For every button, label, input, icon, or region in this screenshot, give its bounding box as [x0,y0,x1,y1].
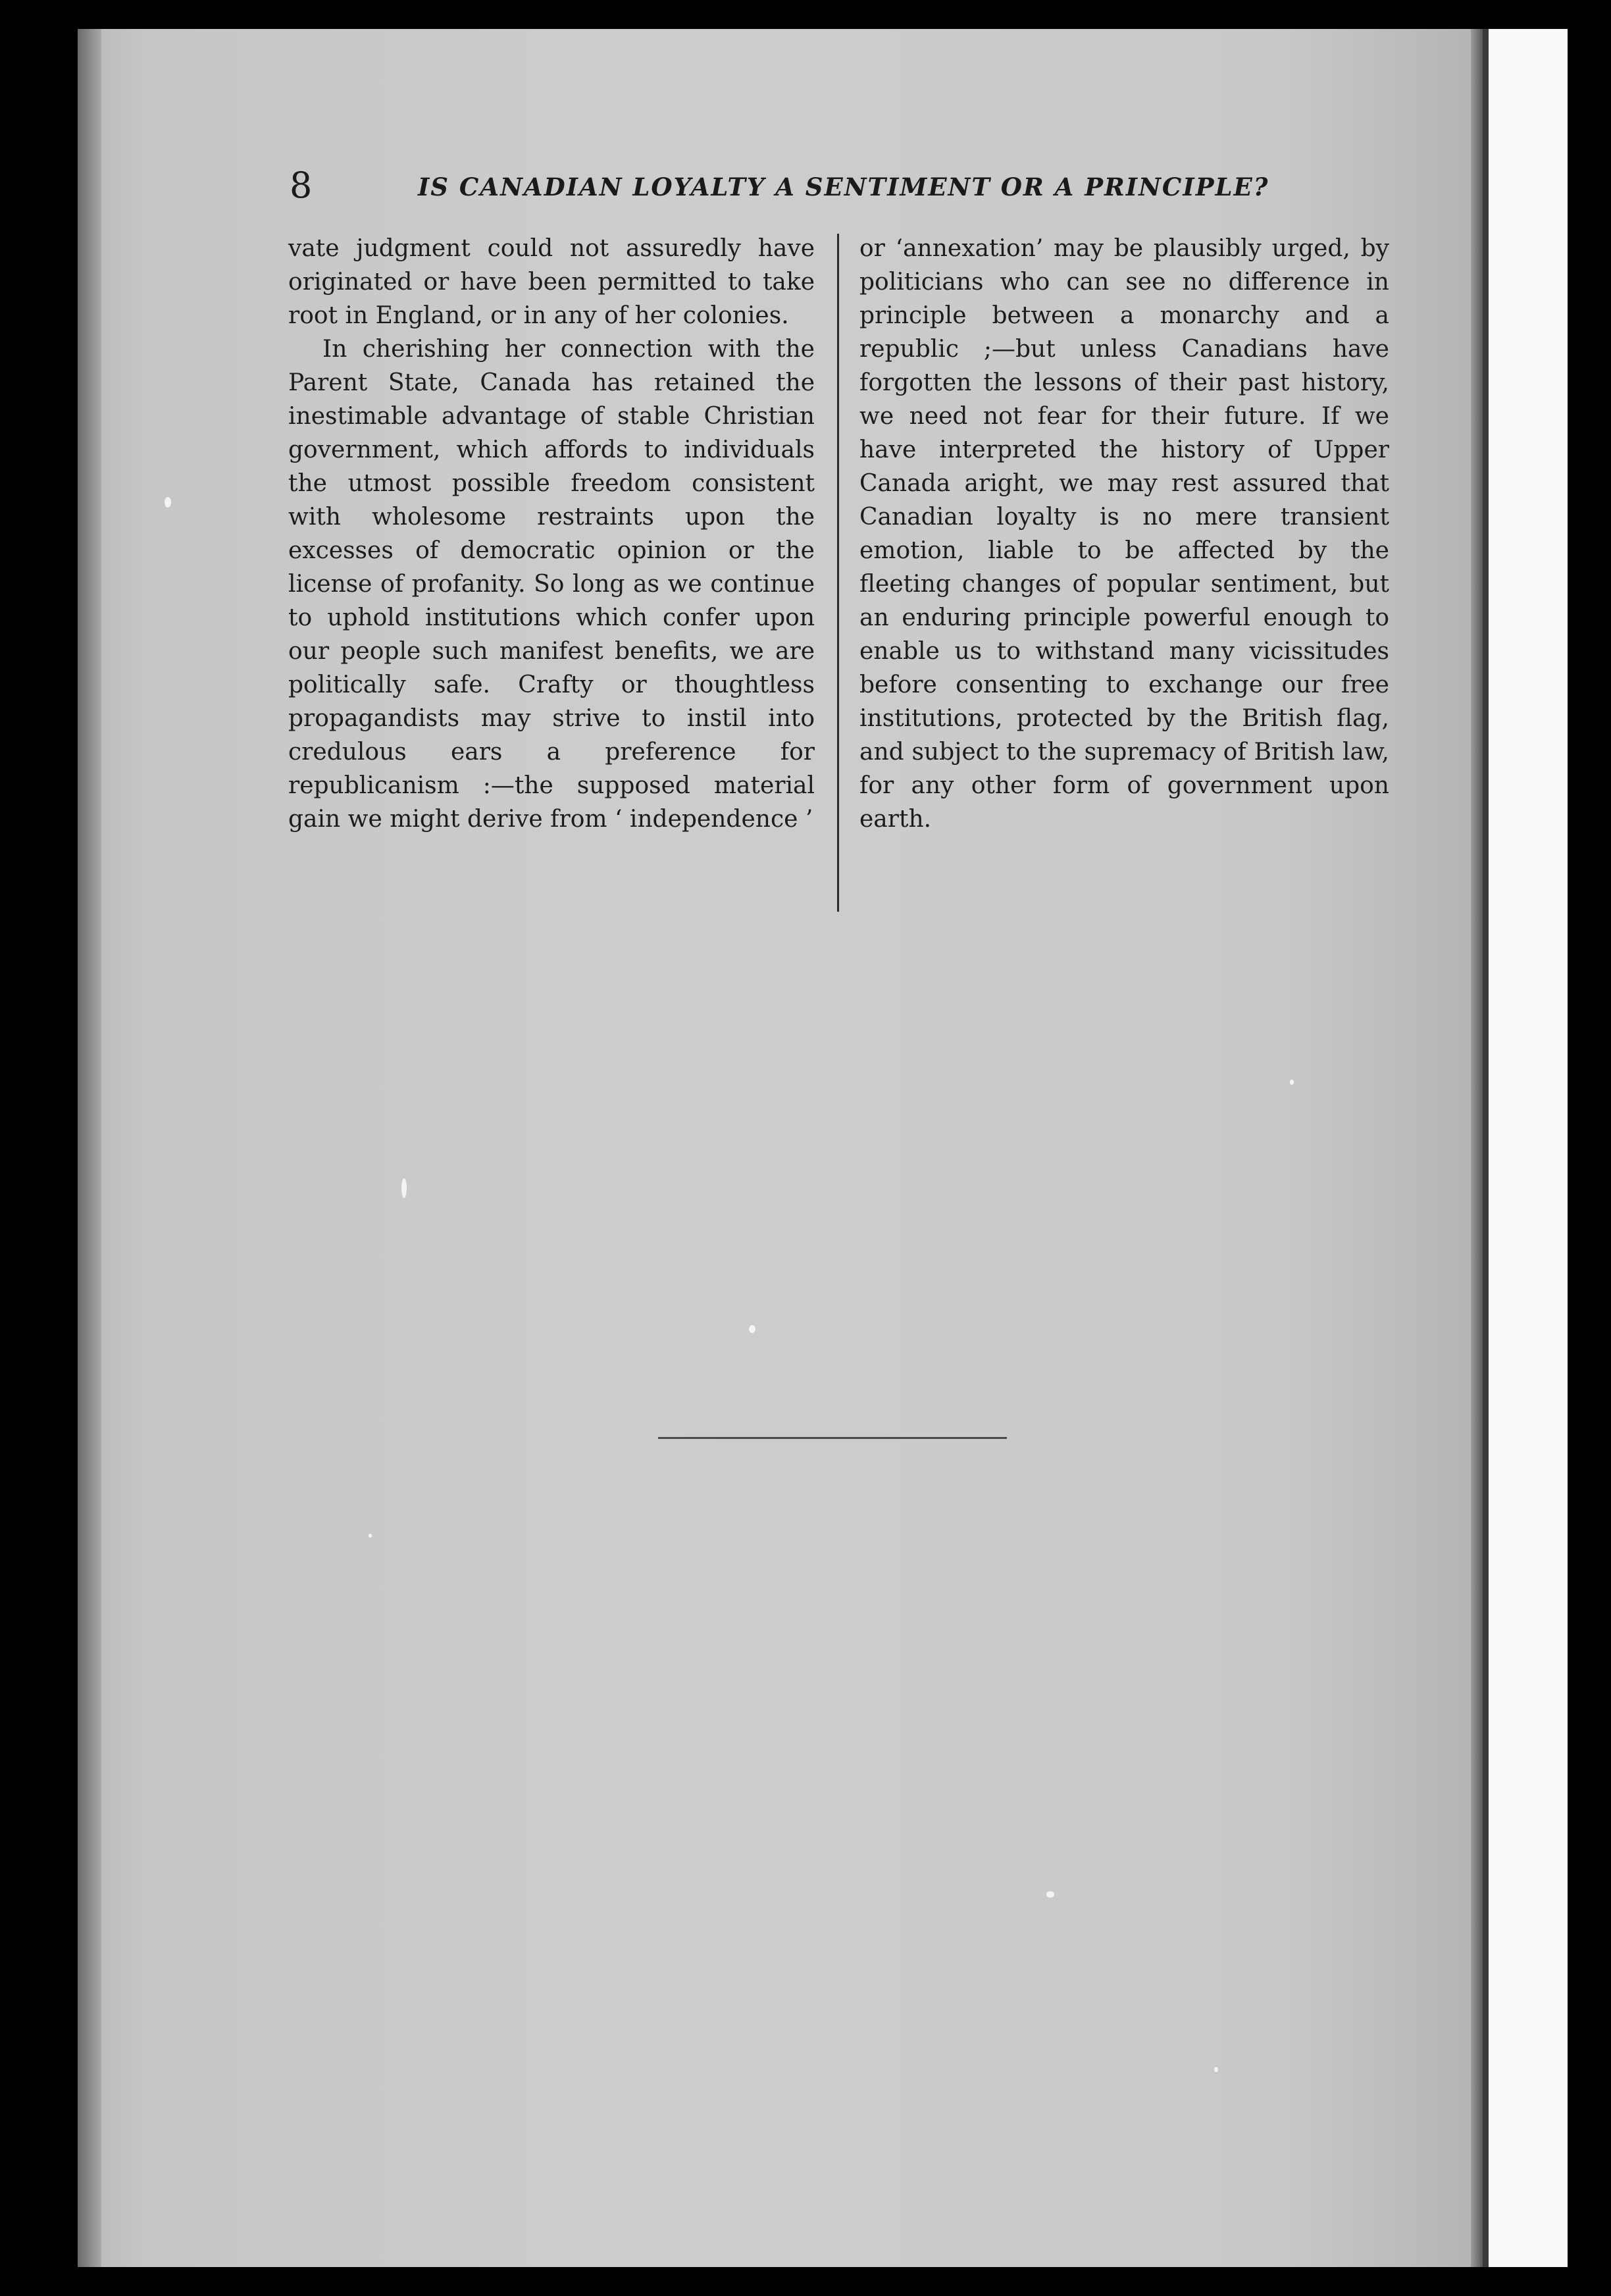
left-paragraph-2: In cherishing her connection with the Parent State, Canada has retained the inestimable advantage of stable Christian government, which affords to individuals the utmost possible freedom consistent with wholesome restraints upon the excesses of democratic opinion or the license of profanity. So long as we continue to uphold institutions which confer upon our people such manifest benefits, we are politically safe. Crafty or thoughtless propagandists may strive to instil into credulous ears a preference for republicanism :—the supposed material gain we might derive from ‘ independence ’ [288,336,815,833]
scan-speck [369,1534,372,1538]
scan-speck [1290,1080,1294,1085]
page-number: 8 [290,165,313,206]
page-left-edge-shadow [78,29,101,2267]
left-text-column [288,232,815,836]
left-paragraph-continued: vate judgment could not assuredly have originated or have been permitted to take root in England, or in any of her colonies. [288,235,815,329]
page-right-edge-shadow [1471,29,1483,2267]
scan-speck [165,497,171,508]
column-divider-rule [837,234,839,912]
right-text-column [859,232,1389,836]
scan-speck [1214,2067,1218,2072]
end-of-text-rule [658,1437,1007,1439]
adjacent-page-strip [1489,29,1568,2267]
right-paragraph-1: or ‘annexation’ may be plausibly urged, by politicians who can see no difference in principle between a monarchy and a republic ;—but unless Canadians have forgotten the lessons of their past history, we need not fear for their future. If we have interpreted the history of Upper Canada aright, we may rest assured that Canadian loyalty is no mere transient emotion, liable to be affected by the fleeting changes of popular sentiment, but an enduring principle powerful enough to enable us to withstand many vicissitudes before consenting to exchange our free institutions, protected by the British flag, and subject to the supremacy of British law, for any other form of government upon earth. [859,235,1389,833]
scan-speck [401,1178,407,1198]
scan-speck [1046,1891,1054,1898]
running-head: IS CANADIAN LOYALTY A SENTIMENT OR A PRINCIPLE? [418,172,1269,201]
page-header [290,165,1402,211]
scan-speck [749,1325,755,1333]
